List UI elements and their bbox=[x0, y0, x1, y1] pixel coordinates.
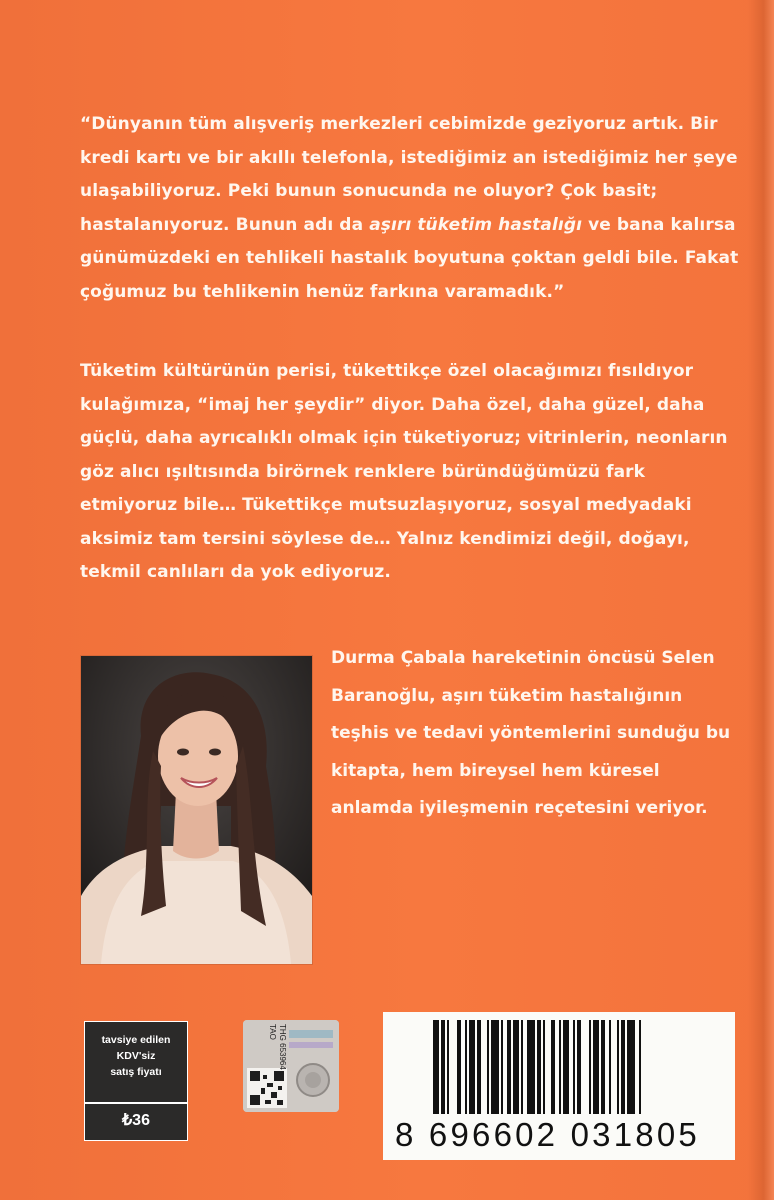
barcode-bar bbox=[537, 1020, 541, 1114]
barcode-bar bbox=[507, 1020, 511, 1114]
price-divider bbox=[85, 1102, 187, 1104]
cover-edge-shadow bbox=[748, 0, 774, 1200]
barcode-bar bbox=[469, 1020, 475, 1114]
hologram-line: TAO bbox=[268, 1024, 277, 1040]
barcode-bars bbox=[383, 1012, 735, 1116]
hologram-sticker bbox=[243, 1020, 339, 1112]
author-photo bbox=[80, 655, 313, 965]
barcode-bar bbox=[589, 1020, 591, 1114]
price-box bbox=[84, 1021, 188, 1141]
isbn-barcode-label bbox=[383, 1012, 735, 1160]
barcode-bar bbox=[543, 1020, 545, 1114]
barcode-bar bbox=[609, 1020, 611, 1114]
barcode-bar bbox=[627, 1020, 635, 1114]
barcode-bar bbox=[577, 1020, 581, 1114]
quote-close: ve bana kalırsa günümüzdeki en tehlikeli hastalık boyutuna çoktan geldi bile. Fakat çoğumuz bu tehlikenin henüz farkına varamadık.” bbox=[80, 214, 739, 302]
barcode-bar bbox=[477, 1020, 481, 1114]
barcode-digits: 8 696602 031805 bbox=[395, 1116, 700, 1153]
barcode-bar bbox=[487, 1020, 489, 1114]
barcode-bar bbox=[617, 1020, 619, 1114]
hologram-code bbox=[267, 1024, 287, 1076]
barcode-bar bbox=[491, 1020, 499, 1114]
barcode-bar bbox=[621, 1020, 625, 1114]
price-label-line: tavsiye edilen bbox=[101, 1034, 171, 1046]
price-label-line: KDV'siz bbox=[116, 1050, 156, 1062]
price-label-line: satış fiyatı bbox=[110, 1066, 162, 1078]
barcode-bar bbox=[465, 1020, 467, 1114]
barcode-bar bbox=[573, 1020, 575, 1114]
barcode-bar bbox=[559, 1020, 561, 1114]
barcode-bar bbox=[527, 1020, 535, 1114]
hologram-qr-icon bbox=[243, 1020, 339, 1112]
body-paragraph: Tüketim kültürünün perisi, tükettikçe özel olacağımızı fısıldıyor kulağımıza, “imaj her şeydir” diyor. Daha özel, daha güzel, daha güçlü, daha ayrıcalıklı olmak için tüketiyoruz; vitrinlerin, neonların göz alıcı ışıltısında birörnek renklere büründüğümüzü fark etmiyoruz bile… Tükettikçe mutsuzlaşıyoruz, sosyal medyadaki aksimiz tam tersini söylese de… Yalnız kendimizi değil, doğayı, tekmil canlıları da yok ediyoruz. bbox=[80, 361, 728, 582]
quote-paragraph bbox=[80, 108, 740, 309]
barcode-bar bbox=[441, 1020, 445, 1114]
barcode-bar bbox=[433, 1020, 439, 1114]
barcode-bar bbox=[601, 1020, 605, 1114]
price-value: ₺36 bbox=[122, 1112, 150, 1129]
author-bio: Durma Çabala hareketinin öncüsü Selen Baranoğlu, aşırı tüketim hastalığının teşhis ve tedavi yöntemlerini sunduğu bu kitapta, hem bireysel hem küresel anlamda iyileşmenin reçetesini veriyor. bbox=[331, 648, 731, 818]
price-label bbox=[85, 1032, 187, 1080]
barcode-bar bbox=[457, 1020, 461, 1114]
quote-open: “Dünyanın tüm alışveriş merkezleri cebimizde geziyoruz artık. Bir kredi kartı ve bir akıllı telefonla, istediğimiz an istediğimiz her şeye ulaşabiliyoruz. Peki bunun sonucunda ne oluyor? Çok basit; hastalanıyoruz. Bunun adı da bbox=[80, 114, 738, 235]
barcode-bar bbox=[521, 1020, 523, 1114]
hologram-line: THG bbox=[278, 1024, 287, 1041]
barcode-bar bbox=[501, 1020, 503, 1114]
barcode-bar bbox=[593, 1020, 599, 1114]
barcode-bar bbox=[447, 1020, 449, 1114]
hologram-line: 653964 bbox=[278, 1043, 287, 1070]
quote-emphasis: aşırı tüketim hastalığı bbox=[369, 214, 583, 235]
barcode-bar bbox=[513, 1020, 519, 1114]
author-portrait-illustration bbox=[81, 656, 312, 964]
barcode-bar bbox=[563, 1020, 569, 1114]
barcode-bar bbox=[639, 1020, 641, 1114]
barcode-bar bbox=[551, 1020, 555, 1114]
